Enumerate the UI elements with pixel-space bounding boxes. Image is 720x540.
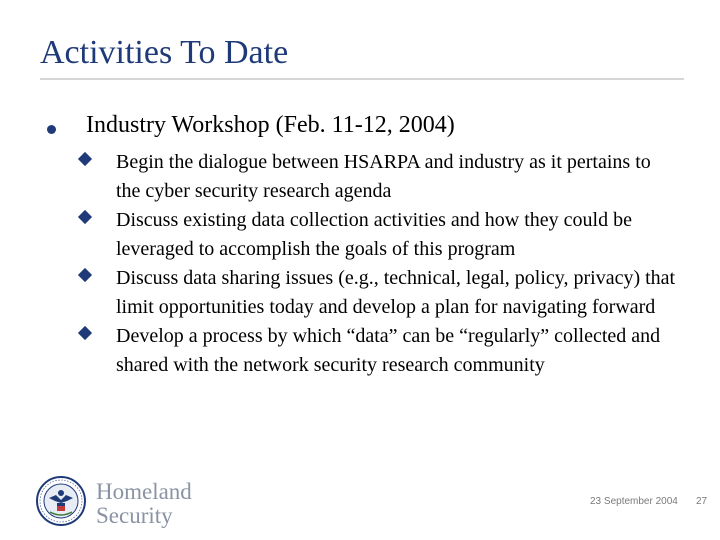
sub-bullet-item — [80, 206, 680, 264]
slide-footer — [0, 470, 720, 540]
logo-wordmark-line1: Homeland — [96, 479, 192, 504]
title-divider — [40, 78, 684, 80]
footer-date: 23 September 2004 — [590, 496, 678, 507]
slide-title: Activities To Date — [40, 34, 289, 71]
sub-bullet-text: Develop a process by which “data” can be “regularly” collected and shared with the network security research community — [116, 325, 661, 376]
diamond-bullet-icon — [78, 210, 92, 224]
round-bullet-icon — [47, 125, 56, 134]
diamond-bullet-icon — [78, 268, 92, 282]
diamond-bullet-icon — [78, 152, 92, 166]
sub-bullet-text: Discuss data sharing issues (e.g., technical, legal, policy, privacy) that limit opportunities today and develop a plan for navigating forward — [116, 267, 676, 318]
sub-bullet-list — [80, 148, 680, 380]
logo-wordmark-line2: Security — [96, 503, 173, 528]
sub-bullet-item — [80, 322, 680, 380]
page-number: 27 — [696, 496, 708, 507]
diamond-bullet-icon — [78, 326, 92, 340]
main-bullet-text: Industry Workshop (Feb. 11-12, 2004) — [86, 112, 455, 138]
sub-bullet-text: Discuss existing data collection activities and how they could be leveraged to accomplish the goals of this program — [116, 209, 632, 260]
sub-bullet-item — [80, 148, 680, 206]
sub-bullet-text: Begin the dialogue between HSARPA and industry as it pertains to the cyber security research agenda — [116, 151, 651, 202]
dhs-seal-icon — [36, 476, 86, 526]
sub-bullet-item — [80, 264, 680, 322]
